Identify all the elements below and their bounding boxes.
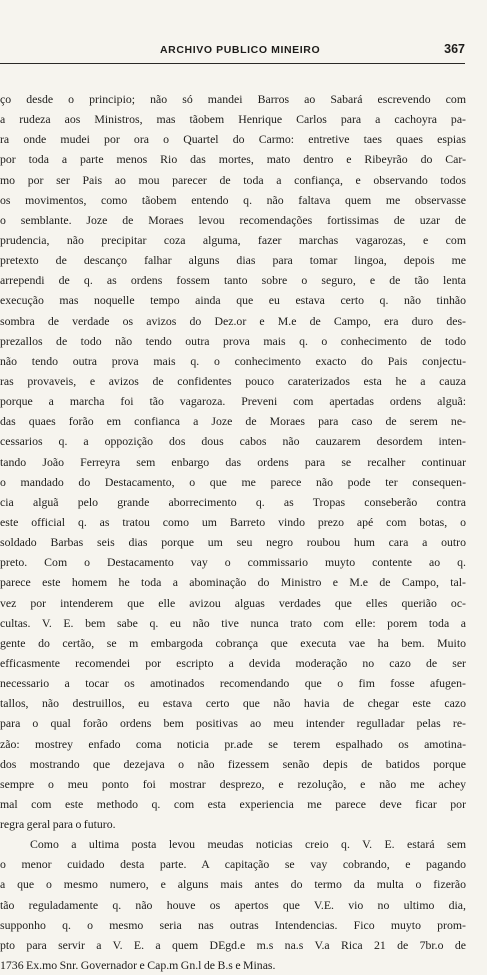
text-line: cultas. V. E. bem sabe q. eu não tive nunca trato com elle: porem toda a: [0, 615, 466, 630]
text-line: efficasmente recomendei por escripto a devida moderação no cazo de ser: [0, 655, 466, 670]
page-header: [0, 40, 487, 62]
text-line: necessario a tocar os amotinados recomendando que o fim fosse afugen-: [0, 676, 466, 691]
text-line: não tendo outra prova mais q. o conhecimento exacto do Pais conjectu-: [0, 353, 466, 368]
header-rule: [0, 63, 465, 64]
text-line: regra geral para o futuro.: [0, 817, 116, 832]
text-line: ço desde o principio; não só mandei Barros ao Sabará escrevendo com: [0, 92, 466, 106]
text-line: tando João Ferreyra sem enbargo das ordens para se recalher continuar: [0, 454, 466, 469]
text-line: cia alguã pelo grande aborrecimento q. as Tropas conseberão contra: [0, 494, 466, 509]
text-line: a rudeza aos Ministros, mas tãobem Henrique Carlos para a cachoyra pa-: [0, 112, 466, 127]
text-line: o menor cuidado desta parte. A capitação se vay cobrando, e pagando: [0, 857, 466, 872]
text-line: o semblante. Joze de Moraes levou recomendações fortissimas de uzar de: [0, 212, 466, 227]
text-line: Como a ultima posta levou meudas noticias creio q. V. E. estará sem: [30, 837, 466, 852]
text-line: gente do certão, se m embargoda cobrança que executa vae ha bem. Muito: [0, 635, 466, 650]
text-line: os movimentos, como tãobem entendo q. não faltava quem me observasse: [0, 192, 466, 207]
text-line: pretexto de descanço falhar alguns dias para tomar lingoa, depois me: [0, 253, 466, 268]
text-line: preto. Com o Destacamento vay o commissario muyto contente ao q.: [0, 555, 466, 570]
text-line: este official q. as tratou como um Barreto vindo prezo apé com botas, o: [0, 514, 466, 529]
text-line: tallos, não destruillos, eu estava certo que não havia de chegar este cazo: [0, 696, 466, 711]
text-line: 1736 Ex.mo Snr. Governador e Cap.m Gn.l de B.s e Minas.: [0, 958, 276, 973]
text-line: ra onde mudei por ora o Quartel do Carmo: entretive taes quaes espias: [0, 132, 466, 147]
text-line: soldado Barbas seis dias porque um seu negro roubou hum cara a outro: [0, 535, 466, 550]
text-line: sombra de verdade os avizos do Dez.or e M.e de Campo, era duro des-: [0, 313, 466, 328]
text-line: mo por ser Pais ao mou parecer de toda a confiança, e observando todos: [0, 172, 466, 187]
text-line: supponho q. o mesmo seria nas outras Intendencias. Fico muyto prom-: [0, 917, 466, 932]
text-line: pto para servir a V. E. a quem DEgd.e m.s na.s V.a Rica 21 de 7br.o de: [0, 937, 466, 952]
text-line: mal com este methodo q. com esta experiencia me parece deve ficar por: [0, 796, 466, 811]
text-line: arrependi de q. as ordens fossem tanto sobre o seguro, e de tão lenta: [0, 273, 466, 288]
text-line: das quaes forão em confianca a Joze de Moraes para caso de serem ne-: [0, 414, 466, 429]
text-line: a que o mesmo numero, e alguns mais antes do termo da multa o fizerão: [0, 877, 466, 892]
page-number: 367: [444, 42, 465, 56]
body-text: [0, 89, 466, 975]
text-line: tão reguladamente q. não houve os apertos que V.E. vio no ultimo dia,: [0, 897, 466, 912]
text-line: cessarios q. a oppozição dos dous cabos não cauzarem desordem inten-: [0, 434, 466, 449]
text-line: para o qual forão ordens bem positivas ao meu intender regulladar pelas re-: [0, 716, 466, 731]
text-line: dos mostrando que dezejava o não fizessem senão depis de batidos porque: [0, 756, 466, 771]
text-line: prudencia, não precipitar coza alguma, fazer marchas vagarozas, e com: [0, 232, 466, 247]
text-line: por toda a parte menos Rio das mortes, mato dentro e Ribeyrão do Car-: [0, 152, 466, 167]
text-line: o mandado do Destacamento, o que me parece não pode ter consequen-: [0, 474, 466, 489]
text-line: zão: mostrey enfado coma noticia pr.ade se terem espalhado os amotina-: [0, 736, 466, 751]
text-line: porque a marcha foi tão vagaroza. Preveni com apertadas ordens alguã:: [0, 394, 466, 409]
text-line: execução mas noquelle tempo ainda que eu estava certo q. não tinhão: [0, 293, 466, 308]
text-line: vez por intenderem que elle avizou alguas verdades que elles querião oc-: [0, 595, 466, 610]
running-head: ARCHIVO PUBLICO MINEIRO: [160, 44, 321, 56]
text-line: parece este homem he toda a abominação do Ministro e M.e de Campo, tal-: [0, 575, 466, 590]
text-line: ras provaveis, e avizos de confidentes pouco caraterizados esta he a cauza: [0, 373, 466, 388]
text-line: prezallos de todo não tendo outra prova mais q. o conhecimento de todo: [0, 333, 466, 348]
text-line: sempre o meu ponto foi mostrar desprezo, e rezolução, e não me achey: [0, 776, 466, 791]
